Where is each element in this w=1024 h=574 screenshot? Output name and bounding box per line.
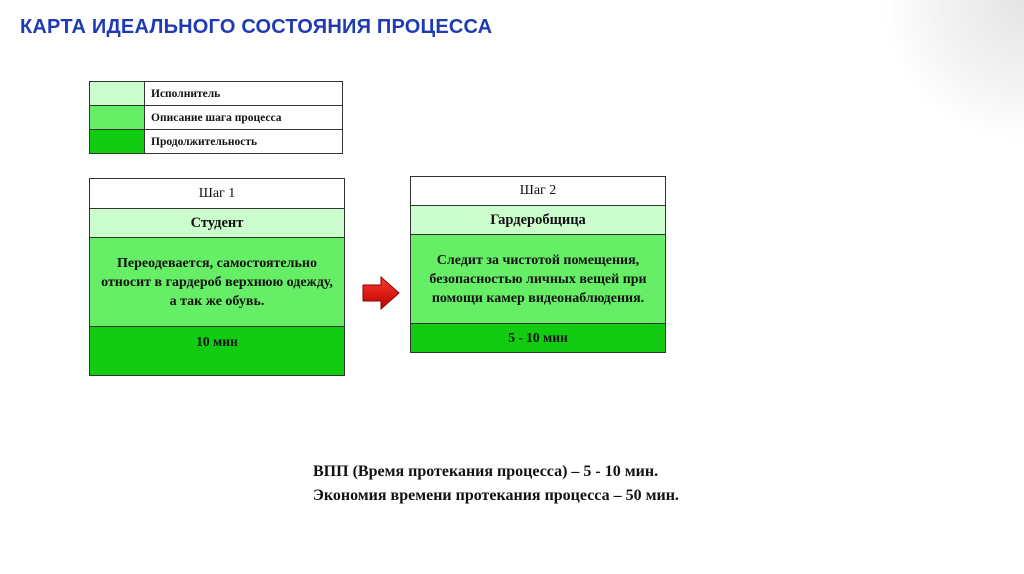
step-card-2 [410, 176, 666, 353]
legend-row-duration [90, 130, 343, 154]
legend-row-description [90, 106, 343, 130]
step-description: Переодевается, самостоятельно относит в гардероб верхнюю одежду, а так же обувь. [90, 237, 344, 326]
red-right-arrow-icon [362, 276, 400, 310]
step-performer: Гардеробщица [411, 205, 665, 234]
summary-process-time: ВПП (Время протекания процесса) – 5 - 10 мин. [313, 463, 659, 480]
legend-label-description: Описание шага процесса [145, 106, 343, 130]
step-header: Шаг 2 [519, 183, 557, 198]
step-duration: 5 - 10 мин [411, 323, 665, 352]
legend-swatch-duration [90, 130, 145, 154]
step-duration: 10 мин [90, 326, 344, 375]
summary-time-savings: Экономия времени протекания процесса – 50 мин. [313, 487, 679, 504]
legend-swatch-performer [90, 82, 145, 106]
legend-row-performer [90, 82, 343, 106]
legend-label-duration: Продолжительность [145, 130, 343, 154]
step-card-1 [89, 178, 345, 376]
step-header: Шаг 1 [198, 185, 236, 201]
page-title: КАРТА ИДЕАЛЬНОГО СОСТОЯНИЯ ПРОЦЕССА [20, 16, 493, 38]
summary [313, 460, 679, 508]
corner-decoration [884, 0, 1024, 140]
step-description: Следит за чистотой помещения, безопасностью личных вещей при помощи камер видеонаблюдения. [411, 234, 665, 323]
step-performer: Студент [90, 208, 344, 237]
legend-label-performer: Исполнитель [145, 82, 343, 106]
legend-swatch-description [90, 106, 145, 130]
legend [89, 81, 343, 154]
